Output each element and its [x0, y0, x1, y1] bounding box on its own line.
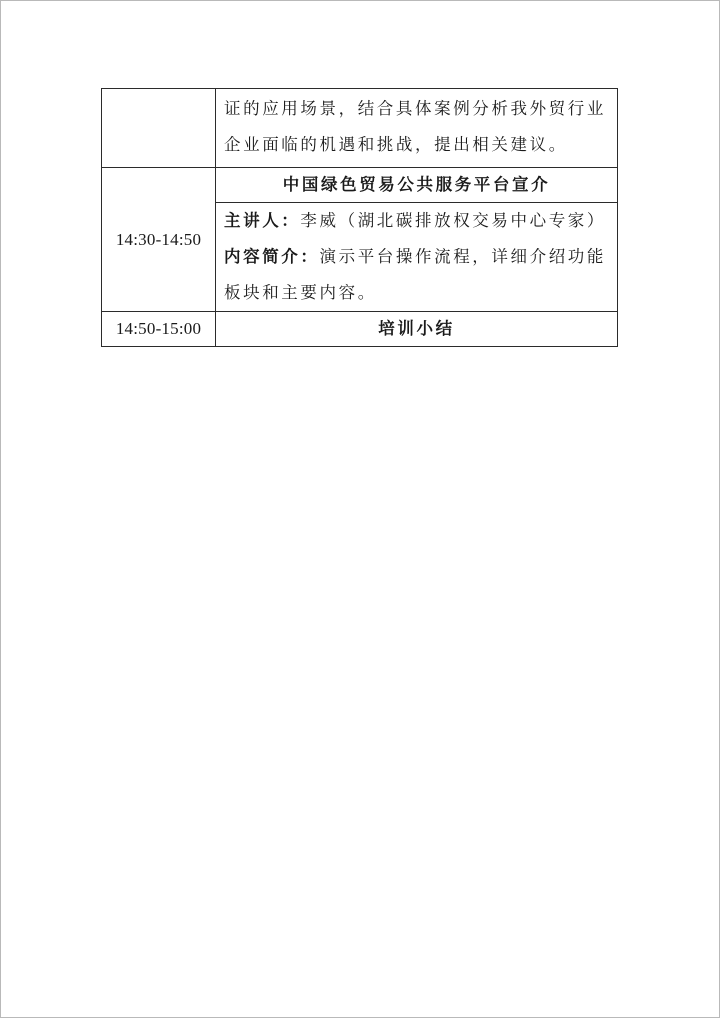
content-cell — [216, 89, 618, 168]
content-cell — [216, 203, 618, 312]
table-row — [102, 168, 618, 203]
intro-line-continued: 板块和主要内容。 — [224, 283, 377, 302]
session-title: 中国绿色贸易公共服务平台宣介 — [216, 168, 618, 203]
intro-line — [224, 239, 609, 275]
table-row — [102, 89, 618, 168]
time-cell: 14:30-14:50 — [102, 168, 216, 312]
table-row — [102, 312, 618, 347]
intro-value: 演示平台操作流程，详细介绍功能 — [319, 247, 606, 266]
speaker-value: 李威（湖北碳排放权交易中心专家） — [300, 211, 607, 230]
intro-label: 内容简介： — [224, 247, 320, 266]
content-line: 企业面临的机遇和挑战，提出相关建议。 — [224, 135, 568, 154]
schedule-table — [101, 88, 618, 347]
speaker-label: 主讲人： — [224, 211, 301, 230]
time-cell: 14:50-15:00 — [102, 312, 216, 347]
session-title: 培训小结 — [216, 312, 618, 347]
speaker-line — [224, 203, 609, 239]
content-line: 证的应用场景，结合具体案例分析我外贸行业 — [224, 99, 606, 118]
time-cell — [102, 89, 216, 168]
